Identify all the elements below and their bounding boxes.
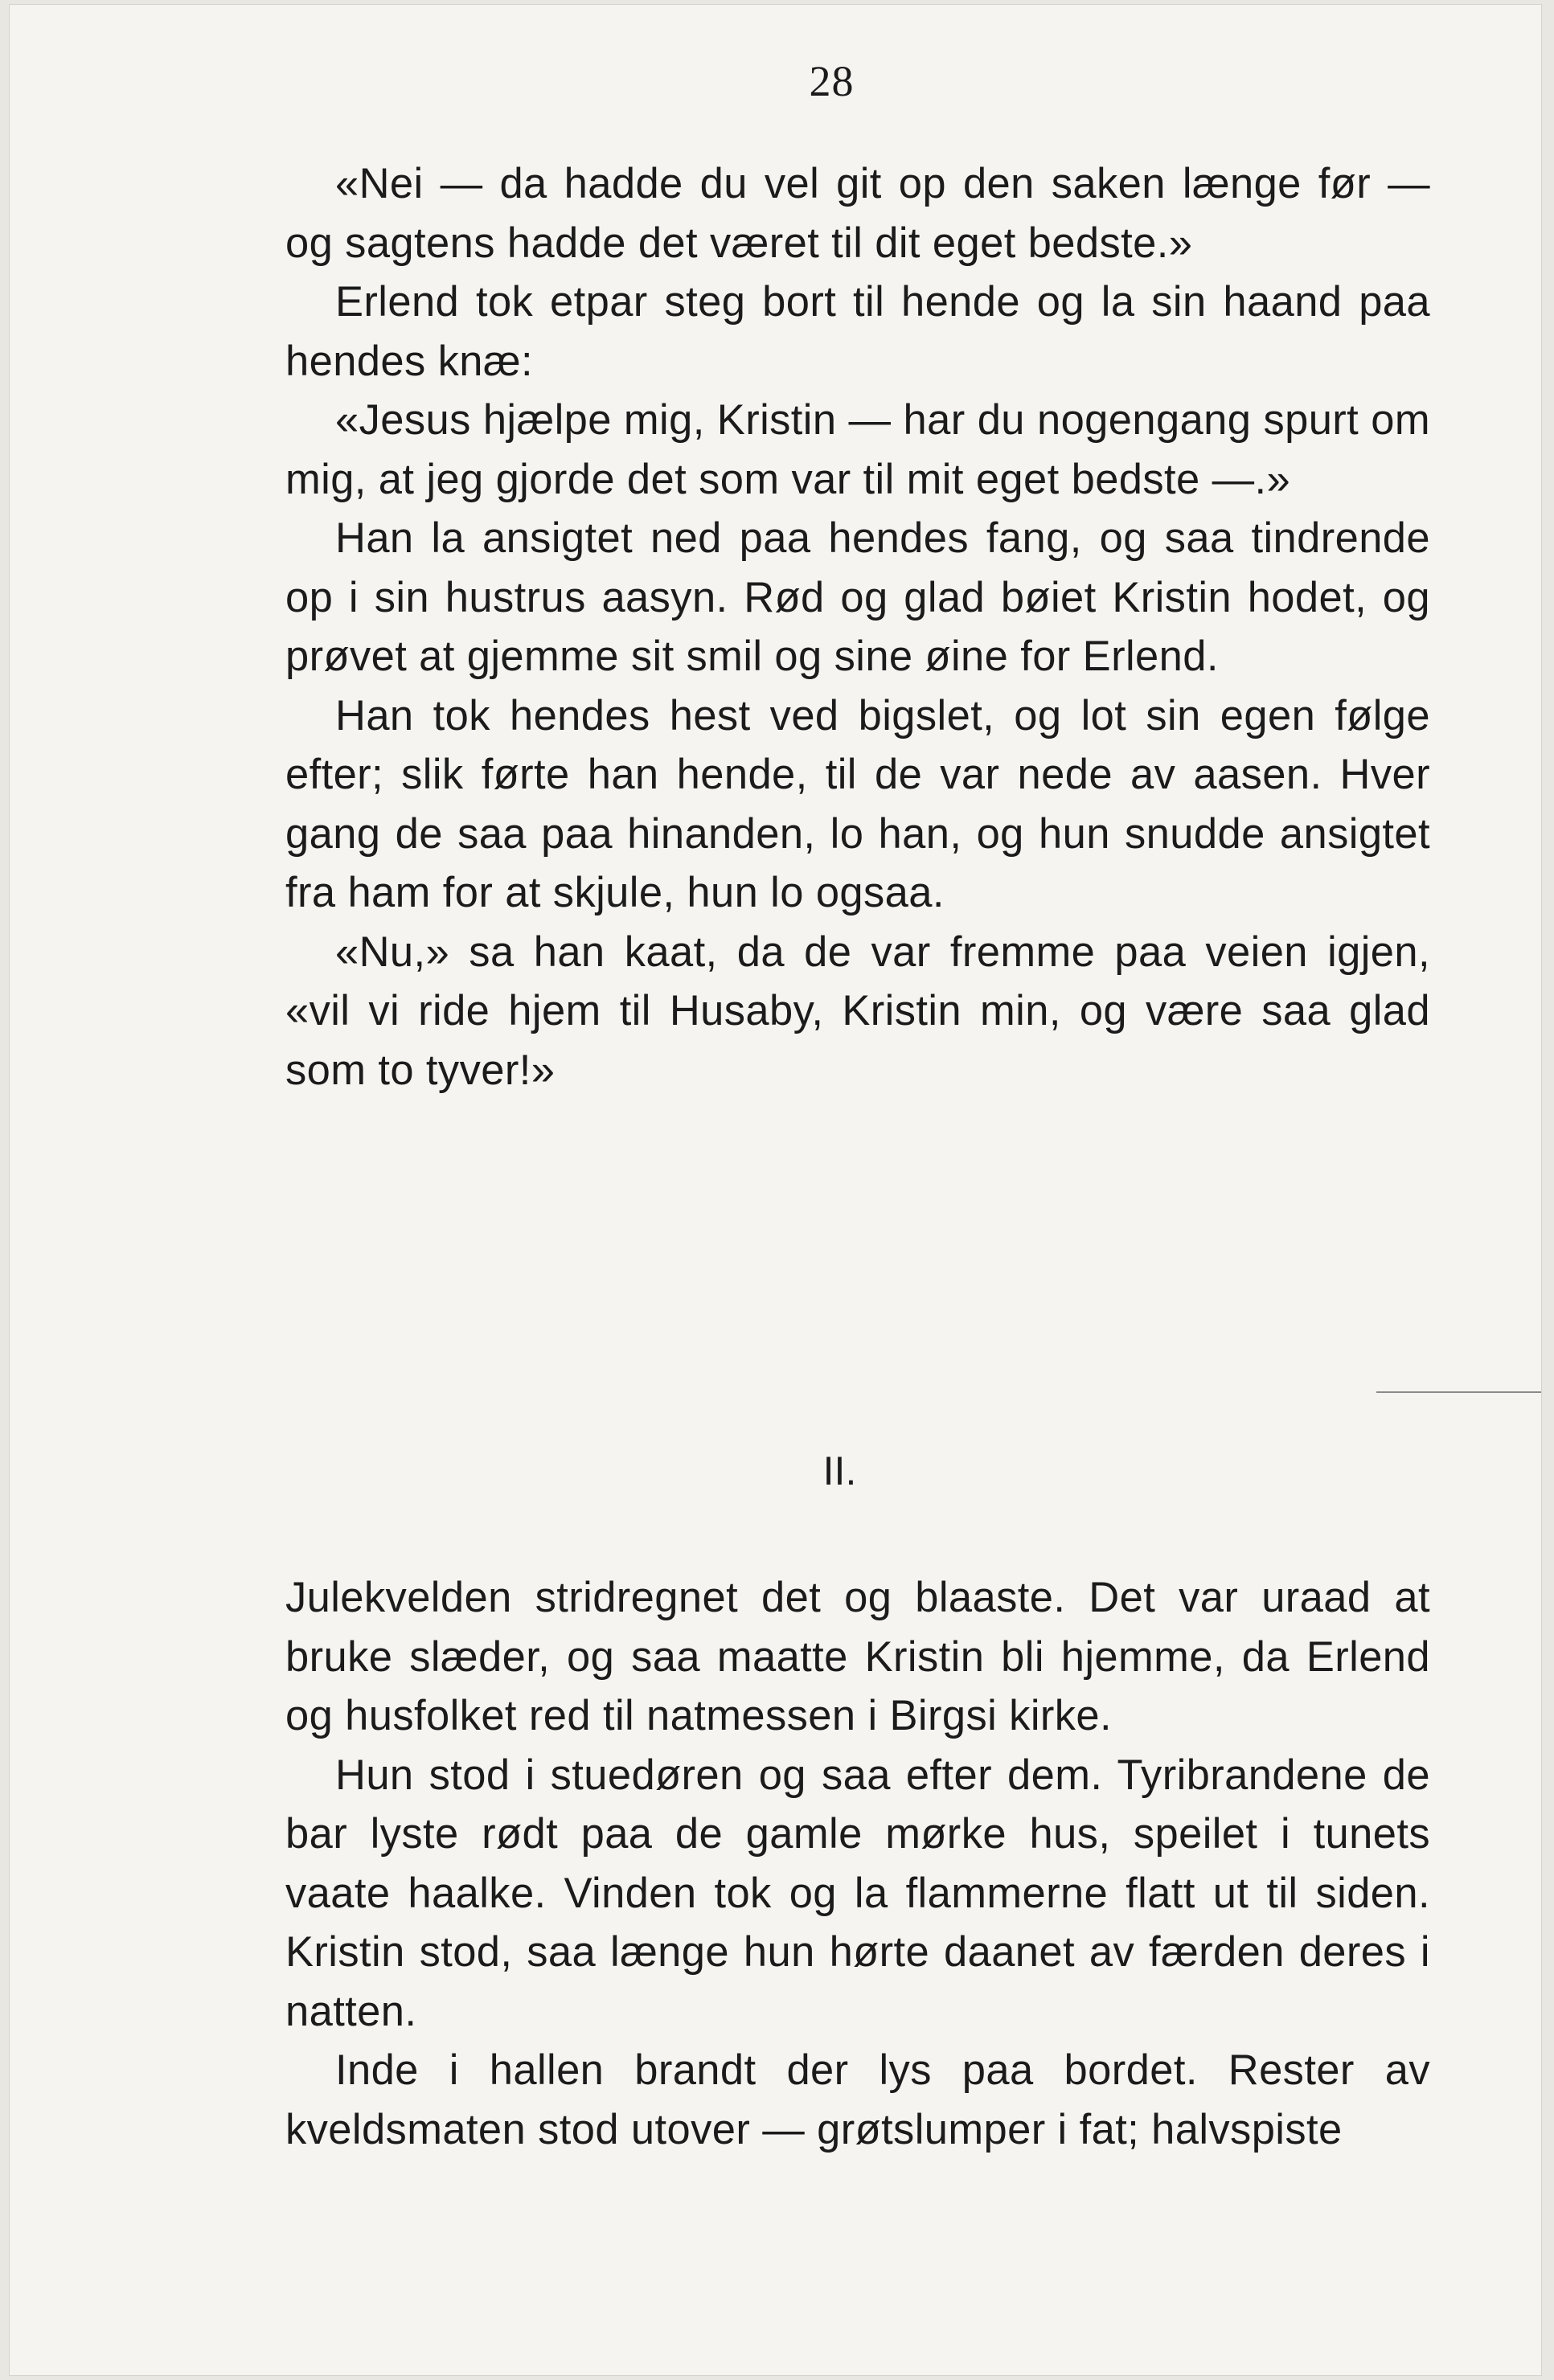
scan-artifact-line	[1376, 1391, 1541, 1393]
paragraph: Hun stod i stuedøren og saa efter dem. Tyribrandene de bar lyste rødt paa de gamle mørke hus, speilet i tunets vaate haalke. Vinden tok og la flammerne flatt ut til siden. Kristin stod, saa længe hun hørte daanet av færden deres i natten.	[285, 1751, 1430, 2035]
paragraph: Julekvelden stridregnet det og blaaste. Det var uraad at bruke slæder, og saa maatte Kristin bli hjemme, da Erlend og husfolket red til natmessen i Birgsi kirke.	[285, 1574, 1430, 1739]
section-heading: II.	[822, 1448, 857, 1493]
paragraph: Inde i hallen brandt der lys paa bordet. Rester av kveldsmaten stod utover — grøtslumper i fat; halvspiste	[285, 2046, 1430, 2153]
paragraph: Erlend tok etpar steg bort til hende og la sin haand paa hendes knæ:	[285, 278, 1430, 385]
paragraph: Han la ansigtet ned paa hendes fang, og saa tindrende op i sin hustrus aasyn. Rød og glad bøiet Kristin hodet, og prøvet at gjemme sit smil og sine øine for Erlend.	[285, 514, 1430, 680]
page-number: 28	[809, 57, 855, 105]
paragraph: «Nu,» sa han kaat, da de var fremme paa veien igjen, «vil vi ride hjem til Husaby, Kristin min, og være saa glad som to tyver!»	[285, 928, 1430, 1094]
paragraph: Han tok hendes hest ved bigslet, og lot sin egen følge efter; slik førte han hende, til de var nede av aasen. Hver gang de saa paa hinanden, lo han, og hun snudde ansigtet fra ham for at skjule, hun lo ogsaa.	[285, 691, 1430, 916]
book-page	[10, 5, 1541, 2375]
text-block-top	[285, 154, 1430, 1100]
paragraph: «Nei — da hadde du vel git op den saken længe før — og sagtens hadde det været til dit eget bedste.»	[285, 160, 1430, 267]
text-block-bottom	[285, 1568, 1430, 2159]
paragraph: «Jesus hjælpe mig, Kristin — har du nogengang spurt om mig, at jeg gjorde det som var til mit eget bedste —.»	[285, 396, 1430, 503]
